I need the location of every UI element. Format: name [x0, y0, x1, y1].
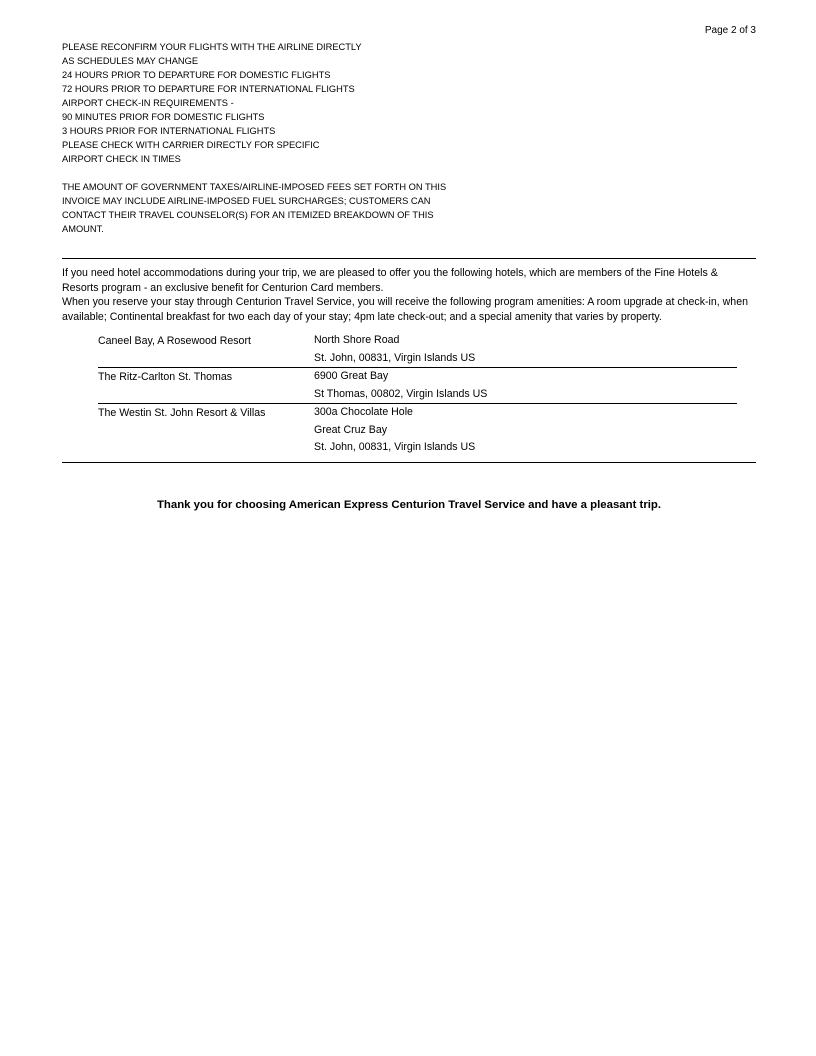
- notice-line: 72 HOURS PRIOR TO DEPARTURE FOR INTERNATIONAL FLIGHTS: [62, 84, 355, 94]
- flight-notice: [62, 40, 662, 236]
- address-line: Great Cruz Bay: [314, 423, 388, 436]
- table-row: [98, 404, 737, 457]
- hotel-name: The Westin St. John Resort & Villas: [98, 404, 314, 457]
- tax-notice-line: AMOUNT.: [62, 224, 104, 234]
- tax-notice-line: INVOICE MAY INCLUDE AIRLINE-IMPOSED FUEL SURCHARGES; CUSTOMERS CAN: [62, 196, 431, 206]
- page-number: Page 2 of 3: [704, 25, 756, 36]
- spacer: [62, 166, 662, 180]
- address-line: North Shore Road: [314, 334, 400, 346]
- closing-message: Thank you for choosing American Express Centurion Travel Service and have a pleasant trip.: [156, 499, 662, 511]
- notice-line: 24 HOURS PRIOR TO DEPARTURE FOR DOMESTIC FLIGHTS: [62, 70, 331, 80]
- tax-notice-line: THE AMOUNT OF GOVERNMENT TAXES/AIRLINE-IMPOSED FEES SET FORTH ON THIS: [62, 182, 447, 192]
- hotel-intro: [62, 266, 756, 324]
- notice-line: 90 MINUTES PRIOR FOR DOMESTIC FLIGHTS: [62, 112, 265, 122]
- hotel-intro-paragraph: If you need hotel accommodations during your trip, we are pleased to offer you the following hotels, which are members of the Fine Hotels & Resorts program - an exclusive benefit for Centurion Card members.: [62, 267, 718, 294]
- hotel-table: [98, 332, 737, 457]
- hotel-address: [314, 404, 737, 457]
- address-line: St. John, 00831, Virgin Islands US: [314, 351, 476, 364]
- table-row: [98, 368, 737, 404]
- table-row: [98, 332, 737, 368]
- address-line: 6900 Great Bay: [314, 370, 389, 382]
- section-divider: [62, 462, 756, 463]
- section-divider: [62, 258, 756, 259]
- notice-line: PLEASE CHECK WITH CARRIER DIRECTLY FOR SPECIFIC: [62, 140, 320, 150]
- hotel-name: The Ritz-Carlton St. Thomas: [98, 368, 314, 404]
- address-line: St. John, 00831, Virgin Islands US: [314, 441, 476, 453]
- notice-line: PLEASE RECONFIRM YOUR FLIGHTS WITH THE AIRLINE DIRECTLY: [62, 42, 362, 52]
- hotel-intro-paragraph: When you reserve your stay through Centurion Travel Service, you will receive the following program amenities: A room upgrade at check-in, when available; Continental breakfast for two each day of your stay; 4pm late check-out; and a special amenity that varies by property.: [62, 296, 748, 323]
- hotel-address: [314, 368, 737, 404]
- hotel-name: Caneel Bay, A Rosewood Resort: [98, 335, 251, 347]
- notice-line: AIRPORT CHECK IN TIMES: [62, 154, 181, 164]
- address-line: St Thomas, 00802, Virgin Islands US: [314, 387, 488, 400]
- notice-line: 3 HOURS PRIOR FOR INTERNATIONAL FLIGHTS: [62, 126, 276, 136]
- address-line: 300a Chocolate Hole: [314, 406, 413, 418]
- notice-line: AS SCHEDULES MAY CHANGE: [62, 56, 199, 66]
- tax-notice-line: CONTACT THEIR TRAVEL COUNSELOR(S) FOR AN ITEMIZED BREAKDOWN OF THIS: [62, 210, 434, 220]
- hotel-address: [314, 332, 737, 368]
- notice-line: AIRPORT CHECK-IN REQUIREMENTS -: [62, 98, 234, 108]
